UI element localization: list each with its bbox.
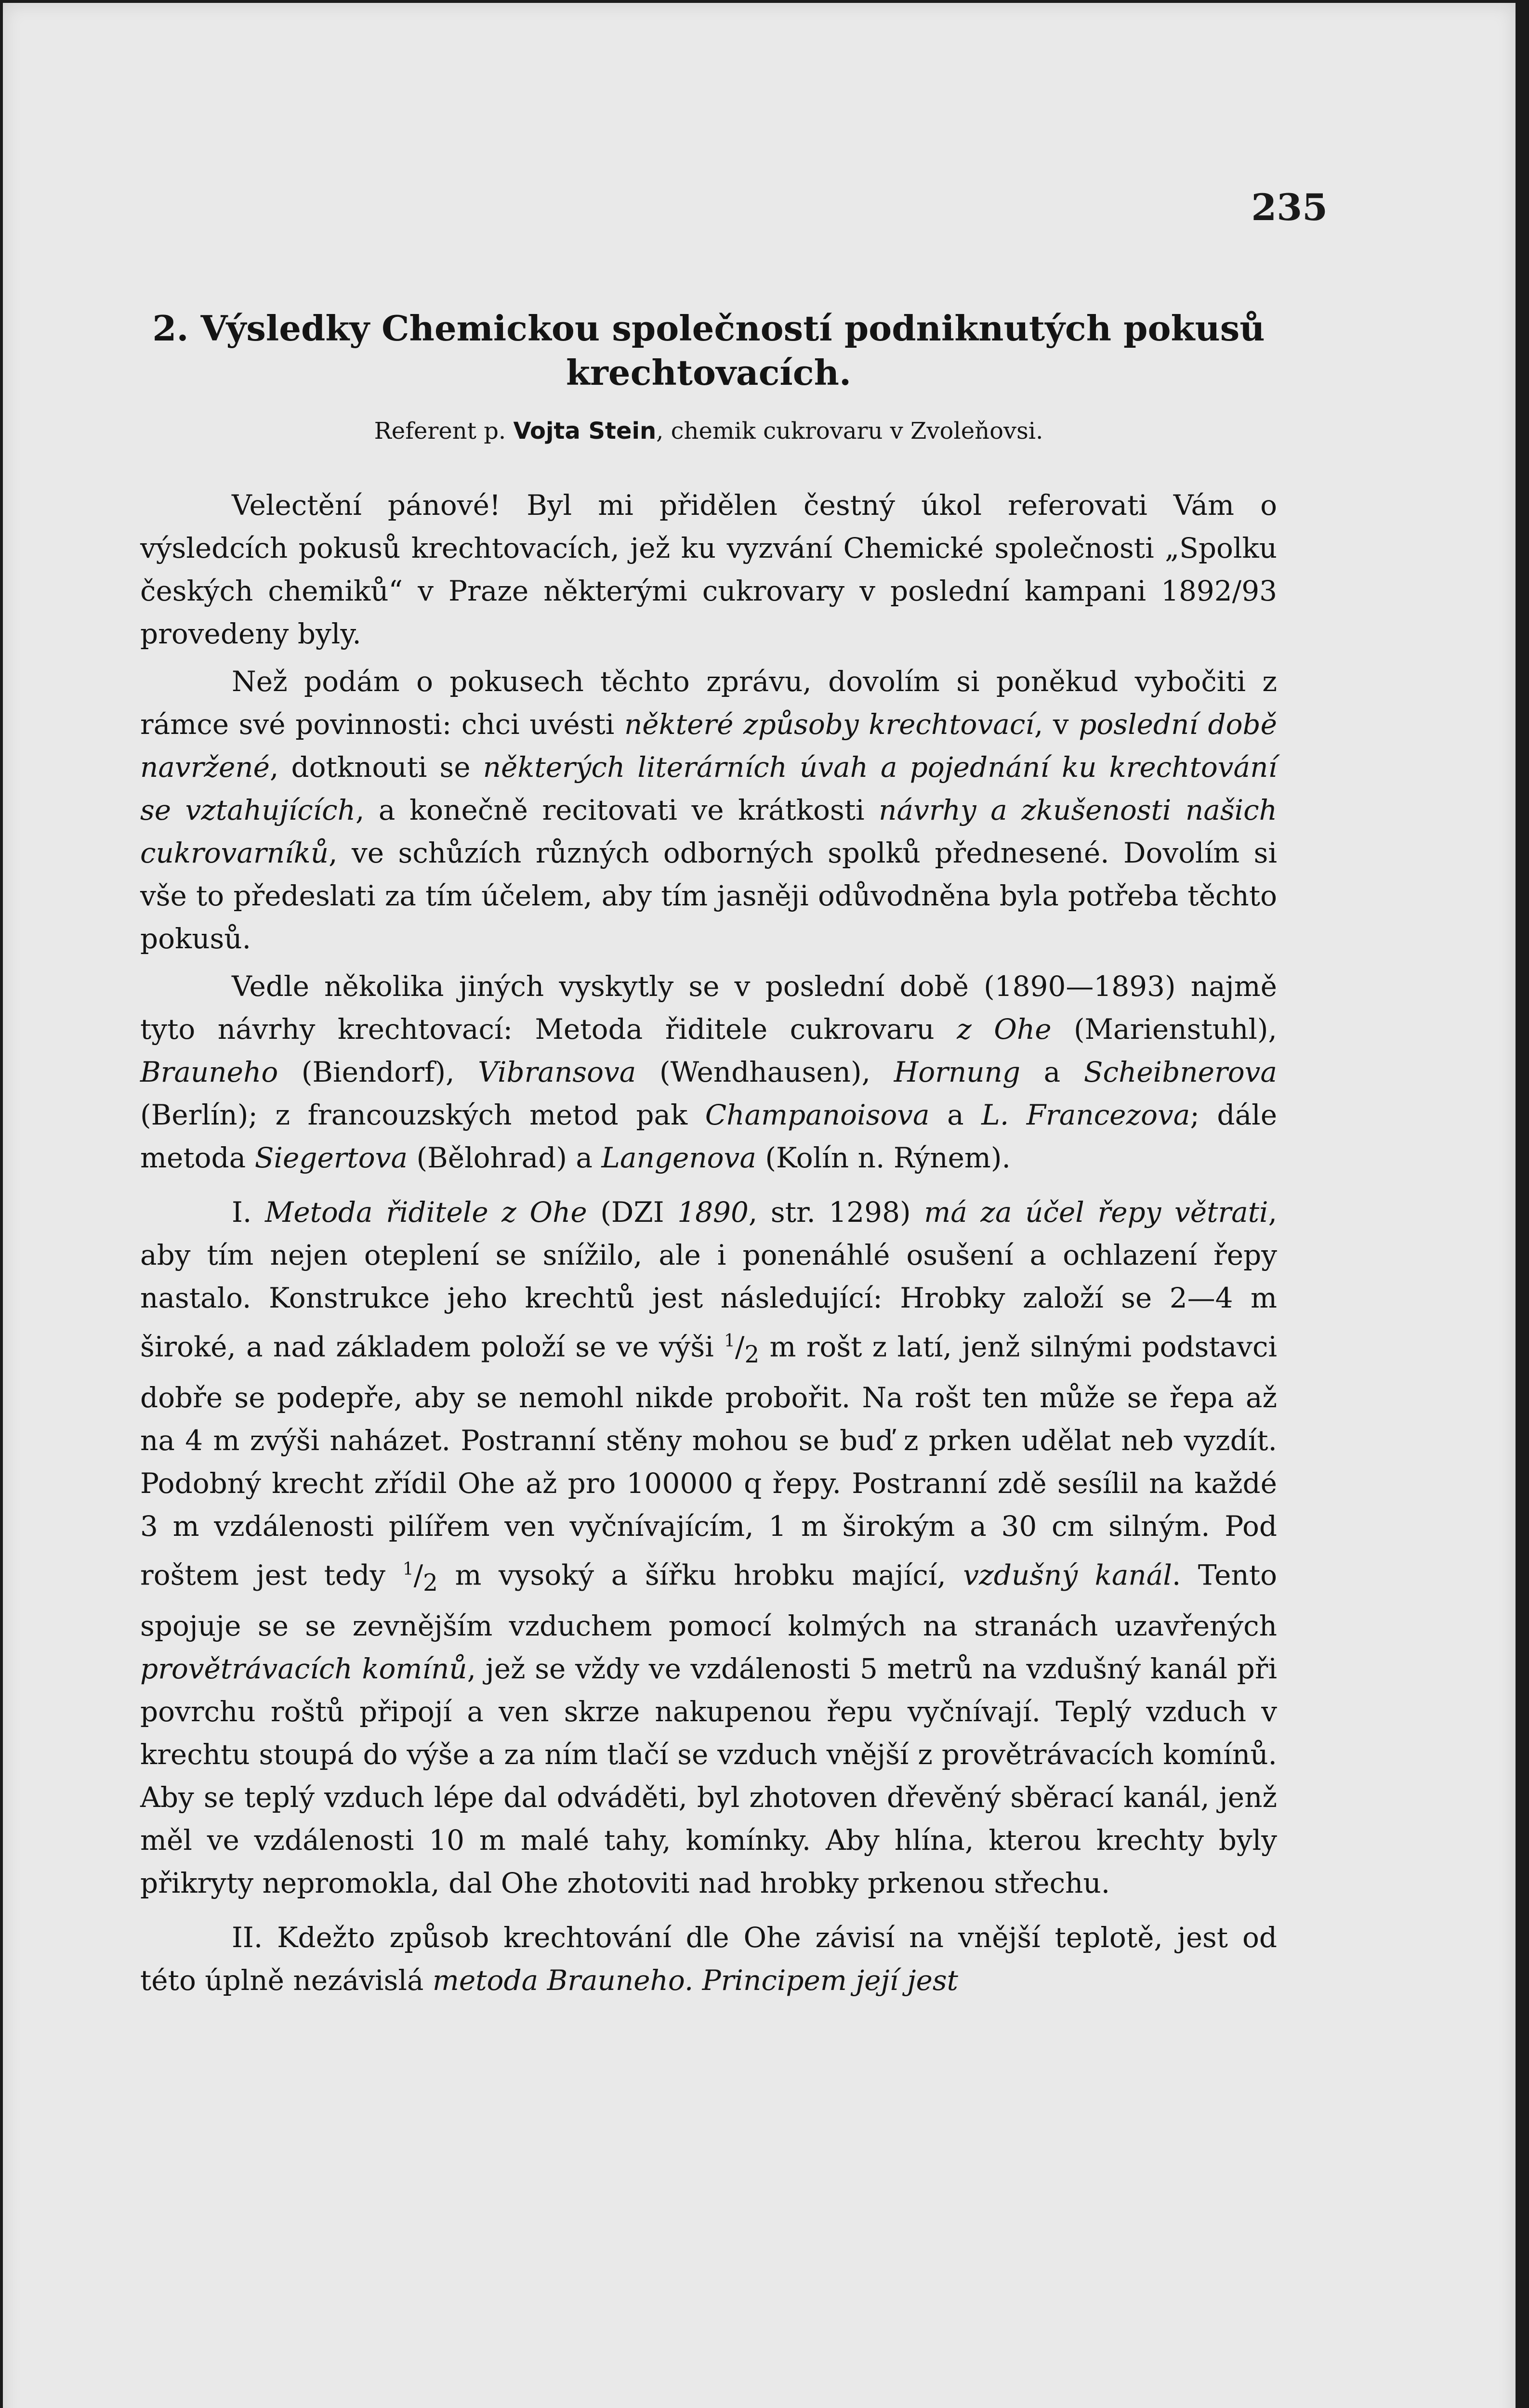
- fraction-slash: /: [735, 1330, 745, 1363]
- emphasis: Vibransova: [478, 1056, 636, 1088]
- text-run: m rošt z latí, jenž silnými podstavci dobře se podepře, aby se nemohl nikde probořit. Na rošt ten může se řepa až na 4 m zvýši naházet. Postranní stěny mohou se buď z prken udělat neb vyzdít. Podobný krecht zřídil Ohe až pro 100000 q řepy. Postranní zdě sesílil na každé 3 m vzdálenosti pilířem ven vyčnívajícím, 1 m širokým a 30 cm silným. Pod roštem jest tedy: [140, 1330, 1277, 1592]
- text-run: , dotknouti se: [270, 751, 483, 784]
- text-run: , v: [1034, 708, 1079, 741]
- emphasis: návrhy a zkušenosti našich cukrovarníků: [140, 794, 1277, 869]
- text-run: , ve schůzích různých odborných spolků přednesené. Dovolím si vše to předeslati za tím účelem, aby tím jasněji odůvodněna byla potřeba těchto pokusů.: [140, 837, 1277, 955]
- text-run: , str. 1298): [748, 1196, 924, 1229]
- text-run: ; dále metoda: [140, 1099, 1278, 1174]
- text-run: (Berlín); z francouzských metod pak: [140, 1099, 705, 1131]
- page-number: 235: [1251, 186, 1328, 229]
- text-run: . Tento spojuje se se zevnějším vzduchem pomocí kolmých na stranách uzavřených: [140, 1558, 1277, 1642]
- paragraph-5: [140, 1916, 1277, 2002]
- emphasis: poslední době navržené: [140, 708, 1278, 784]
- referent-line: [140, 414, 1277, 448]
- text-run: a: [1020, 1056, 1084, 1088]
- paragraph-4: [140, 1191, 1277, 1905]
- emphasis: Brauneho: [140, 1056, 278, 1088]
- referent-name: Vojta Stein: [513, 418, 657, 445]
- emphasis: má za účel řepy větrati: [924, 1196, 1268, 1229]
- text-run: (Bělohrad) a: [408, 1141, 602, 1174]
- article-body: [140, 306, 1277, 2007]
- text-run: , aby tím nejen oteplení se snížilo, ale i ponenáhlé osušení a ochlazení řepy nastalo. Konstrukce jeho krechtů jest následující: Hrobky založí se 2—4 m široké, a nad základem položí se ve výši: [140, 1196, 1278, 1363]
- fraction-slash: /: [413, 1558, 423, 1592]
- text-run: (Biendorf),: [278, 1056, 478, 1088]
- paragraph-1: Velectění pánové! Byl mi přidělen čestný úkol referovati Vám o výsledcích pokusů krechtovacích, jež ku vyzvání Chemické společnosti „Spolku českých chemiků“ v Praze některými cukrovary v poslední kampani 1892/93 provedeny byly.: [140, 489, 1277, 650]
- emphasis: Siegertova: [254, 1141, 408, 1174]
- emphasis: Scheibnerova: [1083, 1056, 1277, 1088]
- article-heading: [140, 306, 1277, 395]
- emphasis: 1890: [677, 1196, 749, 1229]
- scanned-page: [3, 3, 1516, 2408]
- text-run: (Wendhausen),: [636, 1056, 894, 1088]
- emphasis: provětrávacích komínů: [140, 1652, 467, 1685]
- emphasis: Langenova: [601, 1141, 756, 1174]
- referent-prefix: Referent p.: [374, 418, 506, 445]
- heading-line-1: 2. Výsledky Chemickou společností podniknutých pokusů: [152, 308, 1265, 349]
- fraction-denominator: 2: [744, 1341, 760, 1368]
- paragraph-2: [140, 660, 1277, 960]
- text-run: (DZI: [587, 1196, 678, 1229]
- emphasis: Hornung: [894, 1056, 1021, 1088]
- text-run: , jež se vždy ve vzdálenosti 5 metrů na vzdušný kanál při povrchu roštů připojí a ven skrze nakupenou řepu vyčnívají. Teplý vzduch v krechtu stoupá do výše a za ním tlačí se vzduch vnější z provětrávacích komínů. Aby se teplý vzduch lépe dal odváděti, byl zhotoven dřevěný sběrací kanál, jenž měl ve vzdálenosti 10 m malé tahy, komínky. Aby hlína, kterou krechty byly přikryty nepromokla, dal Ohe zhotoviti nad hrobky prkenou střechu.: [140, 1652, 1277, 1899]
- text-run: (Kolín n. Rýnem).: [756, 1141, 1011, 1174]
- text-run: I.: [232, 1196, 265, 1229]
- text-run: a: [929, 1099, 982, 1131]
- emphasis: L. Francezova: [981, 1099, 1190, 1131]
- emphasis: z Ohe: [957, 1013, 1052, 1046]
- text-run: (Marienstuhl),: [1051, 1013, 1277, 1046]
- text-run: Vedle několika jiných vyskytly se v poslední době (1890—1893) najmě tyto návrhy krechtovací: Metoda řiditele cukrovaru: [140, 970, 1277, 1046]
- fraction-numerator: 1: [402, 1559, 414, 1579]
- emphasis: Champanoisova: [705, 1099, 930, 1131]
- emphasis: metoda Brauneho. Principem její jest: [432, 1963, 958, 1997]
- text-run: m vysoký a šířku hrobku mající,: [437, 1558, 963, 1592]
- emphasis: některých literárních úvah a pojednání ku krechtování se vztahujících: [140, 751, 1277, 826]
- fraction-denominator: 2: [423, 1569, 438, 1597]
- paragraph-3: [140, 965, 1277, 1179]
- emphasis: Metoda řiditele z Ohe: [264, 1196, 587, 1229]
- text-run: II. Kdežto způsob krechtování dle Ohe závisí na vnější teplotě, jest od této úplně nezávislá: [140, 1921, 1277, 1997]
- heading-line-2: krechtovacích.: [566, 352, 852, 393]
- text-run: Než podám o pokusech těchto zprávu, dovolím si poněkud vybočiti z rámce své povinnosti: chci uvésti: [140, 665, 1277, 741]
- text-run: , a konečně recitovati ve krátkosti: [355, 794, 879, 826]
- fraction-numerator: 1: [724, 1331, 735, 1351]
- emphasis: některé způsoby krechtovací: [624, 708, 1034, 741]
- referent-suffix: , chemik cukrovaru v Zvoleňovsi.: [656, 418, 1043, 445]
- emphasis: vzdušný kanál: [963, 1558, 1172, 1592]
